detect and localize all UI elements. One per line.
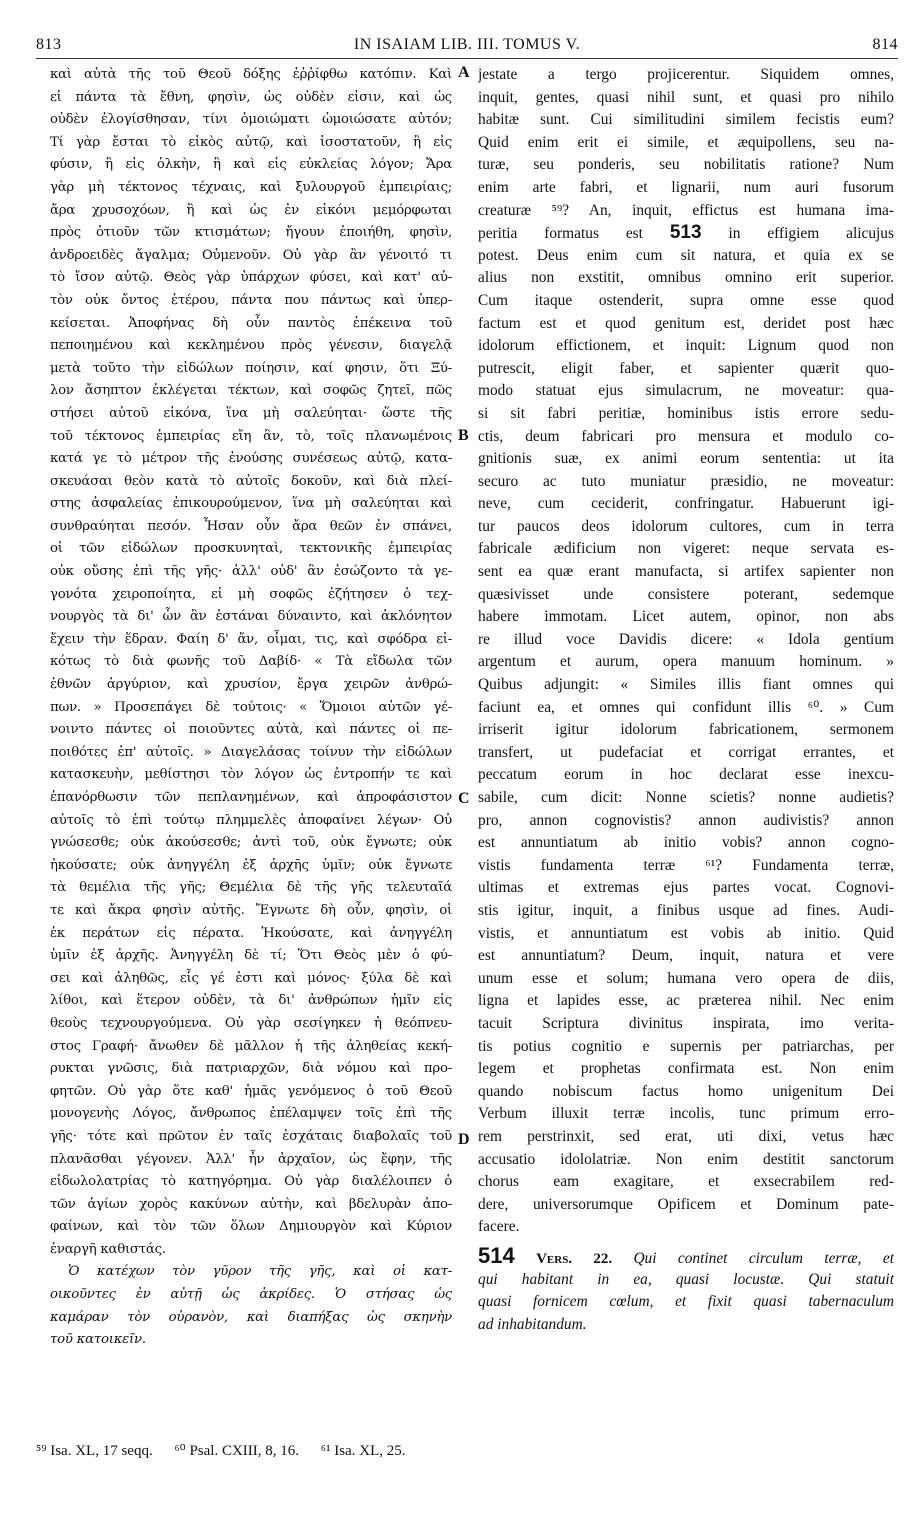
greek-text-line: γῆς· τότε καὶ πρῶτον ἐν ταῖς ἐσχάταις διαβολαῖς τοῦ xyxy=(50,1128,452,1144)
footnote-61: ⁶¹ Isa. XL, 25. xyxy=(320,1443,406,1459)
latin-text-line: putrescit, eligit faber, et sapienter quærit quo- xyxy=(478,359,894,377)
greek-text-line: εἰδωλολατρίας τὸ κατηγόρημα. Οὐ γὰρ διαλέλοιπεν ὁ xyxy=(50,1174,452,1190)
verse-heading-line xyxy=(478,1243,894,1269)
latin-text-line: gnitionis suæ, ex animi eorum sententia: ut ita xyxy=(478,450,894,468)
page-header xyxy=(36,36,898,58)
latin-text-line: quæsivisset unde consistere poterant, sedemque xyxy=(478,585,894,603)
greek-text-line: ἐπανόρθωσιν τῶν πεπλανημένων, καὶ ἀπροφάσιστον xyxy=(50,790,452,805)
greek-text-line: νουργὸς τὰ δι' ὧν ἂν ἑστάναι δύναιντο, καὶ ἀκλόνητον xyxy=(50,609,452,625)
latin-text-line: Verbum illuxit terræ incolis, tunc primum erro- xyxy=(478,1105,894,1123)
page-number-right: 814 xyxy=(872,36,898,53)
greek-text-line: ρυκται γνῶσις, διὰ πατριαρχῶν, διὰ νόμου καὶ προ- xyxy=(50,1061,452,1077)
latin-text-line: vistis fundamenta terræ ⁶¹? Fundamenta terræ, xyxy=(478,856,894,874)
latin-text-line: neve, cum ceciderit, confringatur. Habuerunt igi- xyxy=(478,495,894,513)
latin-text-line: sent ea quæ erant manufacta, si artifex sapienter non xyxy=(478,563,894,581)
greek-text-line: τὰ θεμέλια τῆς γῆς; Θεμέλια δὲ τῆς γῆς τελευταῖά xyxy=(50,880,452,896)
greek-verse-line: Ὁ κατέχων τὸν γῦρον τῆς γῆς, καὶ οἱ κατ- xyxy=(68,1264,452,1280)
greek-text-line: συνθραύηται πεσόν. Ἦσαν οὖν ἄρα θεῶν ἐν σπάνει, xyxy=(50,518,452,534)
greek-text-line: πων. » Προσεπάγει δὲ τούτοις· « Ὅμοιοι αὐτῶν γέ- xyxy=(50,699,452,715)
latin-text-line: tis potius cognitio e supernis per patriarchas, per xyxy=(478,1037,894,1055)
greek-text-line: ἐθνῶν ἀργύριον, καὶ χρυσίον, ἔργα χειρῶν ἀνθρώ- xyxy=(50,677,452,693)
latin-text-line: jestate a tergo projicerentur. Siquidem omnes, xyxy=(478,66,894,83)
latin-text-line: idolorum effictionem, et inquit: Lignum quod non xyxy=(478,337,894,355)
greek-text-line: πλανᾶσθαι γέγονεν. Ἀλλ' ἦν ἀρχαῖον, ὡς ἔφην, τῆς xyxy=(50,1151,452,1167)
latin-text-line: Quibus adjungit: « Similes illis fiant omnes qui xyxy=(478,676,894,694)
latin-text-line: re illud voce Davidis dicere: « Idola gentium xyxy=(478,630,894,648)
latin-text-line: si sit fabri peritiæ, hominibus istis errore sedu- xyxy=(478,404,894,422)
greek-text-line: ἄρα χρυσοχόων, ἢ καὶ ὡς ἐν εἰκόνι μεμόρφωται xyxy=(50,202,452,218)
greek-text-line: ἀνδροειδὲς ἄγαλμα; Οὐμενοῦν. Οὐ γὰρ ἂν γένοιτό τι xyxy=(50,247,452,263)
greek-text-line: Τί γὰρ ἔσται τὸ εἰκὸς αὐτῷ, καὶ ἰσοστατοῦν, ἢ εἰς xyxy=(50,134,452,150)
margin-letter-d: D xyxy=(458,1131,470,1148)
verse-text-line: quasi fornicem cœlum, et fixit quasi tabernaculum xyxy=(478,1293,894,1311)
latin-text-line: legem et prophetas confirmata est. Non enim xyxy=(478,1060,894,1078)
latin-text-line: faciunt ea, et omnes qui confidunt illis ⁶⁰. » Cum xyxy=(478,698,894,716)
latin-text-line: ctis, deum fabricari pro mensura et modulo co- xyxy=(478,427,894,445)
latin-text-line: inquit, gentes, quasi nihil sunt, et quasi pro nihilo xyxy=(478,88,894,106)
latin-text-line: transfert, ut pudefaciat et corrigat errantes, et xyxy=(478,743,894,761)
greek-text-line: πρὸς ὁτιοῦν τῶν κτισμάτων; ἤγουν ἐποιήθη, φησὶν, xyxy=(50,225,452,241)
greek-text-line: γονότα χειροποίητα, εἰ μὴ σοφῶς ἐζήτησεν ὁ τεχ- xyxy=(50,586,452,602)
greek-text-line: ἐναργῆ καθιστάς. xyxy=(50,1241,166,1257)
greek-text-line: τῶν ἁγίων χορὸς κακύνων αὐτὴν, καὶ βδελυρὰν ἀπο- xyxy=(50,1196,452,1212)
latin-text-line: Quid enim erit ei simile, et æquipollens, seu na- xyxy=(478,133,894,151)
latin-text-line: alius non exstitit, omnibus omnino erit superior. xyxy=(478,269,894,287)
latin-text-line: est annuntiatum ab initio vobis? annon cogno- xyxy=(478,834,894,852)
latin-text-line: tur paucos deos idolorum cultores, cum in terra xyxy=(478,517,894,535)
greek-text-line: φύσιν, ἢ εἰς ὁλκὴν, ἢ καὶ εἰς εὐκλείας λόγον; Ἄρα xyxy=(50,157,452,173)
greek-verse-line: οικοῦντες ἐν αὐτῇ ὡς ἀκρίδες. Ὁ στήσας ὡς xyxy=(50,1287,452,1303)
greek-text-line: νοιντο πάντες οἱ ποιοῦντες αὐτὰ, καὶ πάντες οἱ πε- xyxy=(50,722,452,738)
greek-text-line: καὶ αὐτὰ τῆς τοῦ Θεοῦ δόξης ἐῤῥίφθω κατόπιν. Καὶ xyxy=(50,67,452,82)
greek-text-line: κατά γε τὸ μέτρον τῆς ἐνούσης συνέσεως αὐτῷ, κατα- xyxy=(50,451,452,467)
greek-text-line: φητῶν. Οὐ γὰρ ὅτε καθ' ἡμᾶς γενόμενος ὁ τοῦ Θεοῦ xyxy=(50,1083,452,1099)
greek-text-line: μετὰ τοῦτο τὴν εἰδώλων ποίησιν, καί φησιν, ὅτι Ξύ- xyxy=(50,360,452,376)
greek-text-line: θεοὺς τεχνουργούμενα. Οὐ γὰρ σεσίγηκεν ἡ θεόπνευ- xyxy=(50,1015,452,1031)
latin-text-line: est annuntiatum? Deum, inquit, natura et vere xyxy=(478,947,894,965)
greek-text-line: φαίνων, καὶ τὸν τῶν ὅλων Δημιουργὸν καὶ Κύριον xyxy=(50,1219,452,1235)
verse-text-line: ad inhabitandum. xyxy=(478,1316,587,1334)
latin-text-line: irriserit igitur idolorum fabricationem, sermonem xyxy=(478,721,894,739)
greek-text-line: αὐτοῖς τὸ ἐπὶ τούτῳ πλημμελὲς ἀποφαίνει λέγων· Οὐ xyxy=(50,812,452,828)
greek-text-line: λον ἄσηπτον ἐκλέγεται τέκτων, καὶ σοφῶς ζητεῖ, πῶς xyxy=(50,383,452,399)
greek-text-line: ἔχειν τὴν ἕδραν. Φαίη δ' ἄν, οἶμαι, τις, καὶ σφόδρα εἰ- xyxy=(50,631,452,647)
latin-text-line: fabricale ædificium non vigeret: neque servata es- xyxy=(478,540,894,558)
greek-text-line: ὑμῖν ἐξ ἀρχῆς. Ἀνηγγέλη δὲ τί; Ὅτι Θεὸς μὲν ὁ φύ- xyxy=(50,948,452,964)
header-rule xyxy=(36,58,898,59)
latin-text-line: argentum et aurum, opera manuum hominum. » xyxy=(478,653,894,671)
latin-text-line: dere, universorumque Opificem et Dominum pate- xyxy=(478,1195,894,1213)
footnote-60: ⁶⁰ Psal. CXIII, 8, 16. xyxy=(174,1443,300,1459)
greek-text-line: κείσεται. Ἀποφήνας δὴ οὖν παντὸς ἐπέκεινα τοῦ xyxy=(50,315,452,331)
latin-text-line: habitæ sunt. Cui similitudini similem fecistis eum? xyxy=(478,111,894,129)
latin-text-line: enim arte fabri, et lignarii, num auri fusorum xyxy=(478,178,894,196)
greek-text-line: ἠκούσατε; οὐκ ἀνηγγέλη ἐξ ἀρχῆς ὑμῖν; οὐκ ἔγνωτε xyxy=(50,857,452,873)
latin-text-line: accusatio idololatriæ. Non enim destitit sanctorum xyxy=(478,1150,894,1168)
latin-text-line: unum esse et solum; humana vero opera de diis, xyxy=(478,969,894,987)
latin-text-line: pro, annon cognovistis? annon audivistis? annon xyxy=(478,811,894,829)
latin-text-line: tacuit Scriptura divinitus inspirata, imo verita- xyxy=(478,1014,894,1032)
latin-text-line: modo statuat ejus simulacrum, ne moveatur: qua- xyxy=(478,382,894,400)
section-number-513: 513 xyxy=(669,222,702,244)
running-title: IN ISAIAM LIB. III. TOMUS V. xyxy=(353,36,581,53)
verse-reference: Vers. 22. xyxy=(536,1250,613,1267)
latin-text-line: ligna et lapides esse, ac præterea nihil. Nec enim xyxy=(478,992,894,1010)
latin-text-line: vistis, et annuntiatum est vobis ab initio. Quid xyxy=(478,924,894,942)
latin-text-line: potest. Deus enim cum sit natura, et quia ex se xyxy=(478,246,894,264)
verse-text: Qui continet circulum terræ, et xyxy=(633,1249,894,1267)
greek-text-line: γνώσεσθε; οὐκ ἀκούσεσθε; ἀντὶ τοῦ, οὐκ ἔγνωτε; οὐκ xyxy=(50,835,452,851)
margin-letter-c: C xyxy=(458,790,470,807)
greek-text-line: τὸν οὐκ ὄντος ἑτέρου, πάντα που πάντως καὶ ὑπερ- xyxy=(50,292,452,308)
greek-text-line: λίθοι, καὶ ἕτερον οὐδὲν, τὰ δι' ἀνθρώπων ἡμῖν εἰς xyxy=(50,993,452,1009)
footnote-59: ⁵⁹ Isa. XL, 17 seqq. xyxy=(36,1443,153,1459)
latin-text-line: habere immotam. Licet autem, opinor, non abs xyxy=(478,608,894,626)
latin-text-line: creaturæ ⁵⁹? An, inquit, effictus est humana ima- xyxy=(478,201,894,219)
latin-text-line: securo ac tuto muniatur præsidio, ne moveatur: xyxy=(478,472,894,490)
greek-text-line: οὐδὲν ἐλογίσθησαν, τίνι ὁμοιώματι ὡμοιώσατε αὐτόν; xyxy=(50,112,452,128)
verse-text-line: qui habitant in ea, quasi locustæ. Qui statuit xyxy=(478,1270,894,1288)
latin-column xyxy=(478,64,894,1337)
greek-text-line: κατασκευὴν, μεθίστησι τὸν λόγον ὡς ἐντροπήν τε καὶ xyxy=(50,767,452,783)
greek-text-line: κότως τὸ διὰ φωνῆς τοῦ Δαβίδ· « Τὰ εἴδωλα τῶν xyxy=(50,654,452,670)
footnotes xyxy=(36,1440,898,1462)
latin-text-line: sabile, cum dicit: Nonne scietis? nonne audietis? xyxy=(478,789,894,806)
greek-verse-line: τοῦ κατοικεῖν. xyxy=(50,1332,146,1348)
latin-text-line: peccatum eorum in hoc declarat esse inexcu- xyxy=(478,766,894,784)
greek-text-line: στήσει αὐτοῦ εἰκόνα, ἵνα μὴ σαλεύηται· ὥστε τῆς xyxy=(50,405,452,421)
latin-text-line: quando nobiscum factus homo unigenitum Dei xyxy=(478,1082,894,1100)
greek-text-line: τοῦ τέκτονος ἐμπειρίας εἴη ἂν, τὸ, τοῖς πλανωμένοις xyxy=(50,428,452,444)
greek-text-line: οἱ τῶν εἰδώλων προσκυνηταὶ, τεκτονικῆς ἐμπειρίας xyxy=(50,541,452,557)
greek-text-line: τὸ ἴσον αὐτῷ. Θεὸς γὰρ ὑπάρχων φύσει, καὶ κατ' αὐ- xyxy=(50,270,452,286)
greek-text-line: στης ἀσφαλείας ἐπικουρούμενον, ἵνα μὴ σαλεύηται καὶ xyxy=(50,496,452,512)
latin-text-line: ultimas et extremas ejus partes vocat. Cognovi- xyxy=(478,879,894,897)
greek-text-line: ποιθότες ἐπ' αὐτοῖς. » Διαγελάσας τοίνυν τὴν εἰδώλων xyxy=(50,744,452,760)
greek-text-line: οὐκ οὔσης ἐπὶ τῆς γῆς· ἀλλ' οὐδ' ἂν ἐσώζοντο τὰ γε- xyxy=(50,564,452,580)
greek-verse-line: καμάραν τὸν οὐρανὸν, καὶ διαπήξας ὡς σκηνὴν xyxy=(50,1309,452,1325)
latin-text-line: turæ, seu ponderis, seu nobilitatis ratione? Num xyxy=(478,156,894,174)
section-number-514: 514 xyxy=(478,1242,515,1268)
margin-letter-b: B xyxy=(458,427,469,444)
latin-text-line: rem perstrinxit, sed erat, uti dixi, vetus hæc xyxy=(478,1127,894,1145)
latin-text-line: peritia formatus est 513 in effigiem alicujus xyxy=(478,222,894,244)
latin-text-line: chorus eam exagitare, et exsecrabilem red- xyxy=(478,1173,894,1191)
latin-text-line: Cum itaque ostenderit, supra omne esse quod xyxy=(478,291,894,309)
greek-text-line: μονογενὴς Λόγος, ἄνθρωπος ἐπέλαμψεν τοῖς ἐπὶ τῆς xyxy=(50,1106,452,1122)
greek-text-line: ἐκ περάτων εἰς πέρατα. Ἠκούσατε, καὶ ἀνηγγέλη xyxy=(50,925,452,941)
greek-text-line: σει καὶ ἀληθῶς, εἷς γέ ἐστι καὶ μόνος· ξύλα δὲ καὶ xyxy=(50,970,452,986)
greek-text-line: σκευάσαι θεὸν κατὰ τὸ αὐτοῖς δοκοῦν, καὶ διὰ πλεί- xyxy=(50,473,452,489)
latin-text-line: facere. xyxy=(478,1218,520,1236)
greek-text-line: πεποιημένου καὶ κεκλημένου πρὸς γένεσιν, διαγελᾷ xyxy=(50,338,452,354)
greek-text-line: τε καὶ ἄκρα φησὶν αὐτῆς. Ἔγνωτε δὴ οὖν, φησὶν, οἱ xyxy=(50,902,452,918)
latin-text-line: stis igitur, inquit, a finibus usque ad fines. Audi- xyxy=(478,901,894,919)
greek-text-line: στος Γραφή· ἄνωθεν δὲ μᾶλλον ἡ τῆς ἀληθείας κεκή- xyxy=(50,1038,452,1054)
page-number-left: 813 xyxy=(36,36,62,53)
greek-text-line: εἰ πάντα τὰ ἔθνη, φησὶν, ὡς οὐδὲν εἰσιν, καὶ ὡς xyxy=(50,89,452,105)
greek-text-line: γὰρ μὴ τέκτονος τέχναις, καὶ ξυλουργοῦ ἐμπειρίαις; xyxy=(50,179,452,195)
latin-text-line: factum est et quod genitum est, deridet post hæc xyxy=(478,314,894,332)
greek-column xyxy=(50,64,452,1352)
margin-letter-a: A xyxy=(458,64,470,81)
